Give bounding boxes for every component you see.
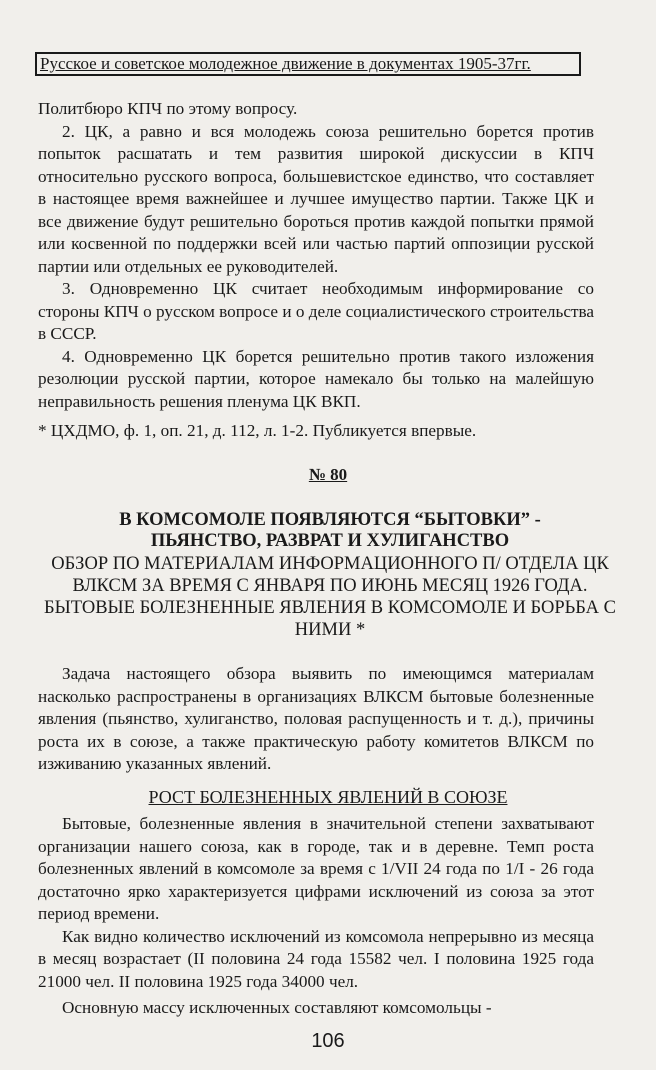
intro-paragraph-block [38,663,594,776]
item-2: 2. ЦК, а равно и вся молодежь союза решительно борется против попыток расшатать и тем развития широкой дискуссии в КПЧ относительно русского вопроса, большевистское единство, что составляет в настоящее время важнейшее и лучшее имущество партии. Также ЦК и все движение будут решительно бороться против каждой попытки прямой или косвенной по поддержки всей или частью партий оппозиции русской партии или отдельных ее руководителей. [38,121,594,276]
document-title: В КОМСОМОЛЕ ПОЯВЛЯЮТСЯ “БЫТОВКИ” - ПЬЯНСТВО, РАЗВРАТ И ХУЛИГАНСТВО [119,510,541,551]
document-number: № 80 [308,465,348,484]
body-paragraph: Основную массу исключенных составляют комсомольцы - [62,998,492,1017]
page-number: 106 [311,1030,345,1052]
body-paragraph: Бытовые, болезненные явления в значительной степени захватывают организации нашего союза, как в городе, так и в деревне. Темп роста болезненных явлений в комсомоле за время с 1/VII 24 года по 1/I - 26 года достаточно ярко характеризуется цифрами исключений из союза за этот период времени. [38,814,594,923]
intro-paragraph: Задача настоящего обзора выявить по имеющимся материалам насколько распространены в организациях ВЛКСМ бытовые болезненные явления (пьянство, хулиганство, половая распущенность и т. д.), причины роста их в союзе, а также практическую работу комитетов ВЛКСМ по изживанию указанных явлений. [38,664,594,773]
running-header: Русское и советское молодежное движение в документах 1905-37гг. [35,52,581,76]
lead-line: Политбюро КПЧ по этому вопросу. [38,99,298,118]
archive-footnote: * ЦХДМО, ф. 1, оп. 21, д. 112, л. 1-2. Публикуется впервые. [38,421,477,440]
body-paragraph: Как видно количество исключений из комсомола непрерывно из месяца в месяц возрастает (II половина 24 года 15582 чел. I половина 1925 года 21000 чел. II половина 1925 года 34000 чел. [38,926,594,991]
item-4: 4. Одновременно ЦК борется решительно против такого изложения резолюции русской партии, которое намекало бы только на малейшую неправильность решения пленума ЦК ВКП. [38,346,594,411]
section-body [38,813,594,1020]
section-heading: РОСТ БОЛЕЗНЕННЫХ ЯВЛЕНИЙ В СОЮЗЕ [148,787,508,807]
item-3: 3. Одновременно ЦК считает необходимым информирование со стороны КПЧ о русском вопросе и о деле социалистического строительства в СССР. [38,279,594,343]
document-subtitle: ОБЗОР ПО МАТЕРИАЛАМ ИНФОРМАЦИОННОГО П/ ОТДЕЛА ЦК ВЛКСМ ЗА ВРЕМЯ С ЯНВАРЯ ПО ИЮНЬ МЕСЯЦ 1926 ГОДА. БЫТОВЫЕ БОЛЕЗНЕННЫЕ ЯВЛЕНИЯ В КОМСОМОЛЕ И БОРЬБА С НИМИ * [44,554,616,640]
continued-text [38,98,594,413]
